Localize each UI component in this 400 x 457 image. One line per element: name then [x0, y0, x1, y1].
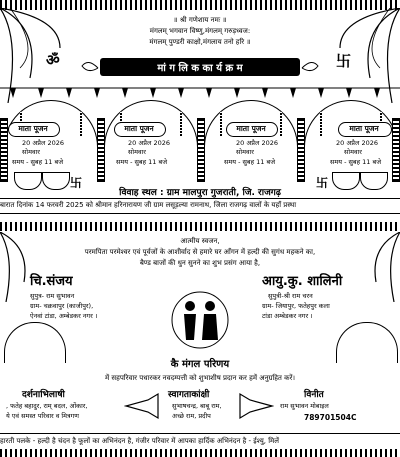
dhol-drum-icon — [360, 172, 388, 190]
procession-ticker: बारात दिनांक 14 फरवरी 2025 को श्रीमान हरिनारायण जी ग्राम लसूड़ल्या रामनाथ, जिला राजगढ़ वालों के यहाँ प्रस्था — [0, 201, 297, 209]
ceremony-time: समय - सुबह 11 बजे — [224, 158, 276, 166]
footer-col-3-line-2: 789701504C — [304, 413, 357, 422]
footer-col-1-title: दर्शनाभिलाषी — [22, 390, 65, 400]
pillar — [97, 118, 105, 182]
footer-col-2-title: स्वागताकांक्षी — [168, 390, 210, 400]
footer-col-3-title: विनीत — [304, 390, 324, 400]
decorative-arch-left — [4, 322, 66, 363]
bride-parent: सुपुत्री-श्री राम चरन — [268, 292, 313, 300]
pillar — [0, 118, 8, 182]
dhol-drum-icon — [14, 172, 42, 190]
invitation-line-1: परमपिता परमेश्वर एवं पूर्वजों के आशीर्वाद से हमारे घर आँगन में हल्दी की सुगंध महकने का, — [84, 248, 316, 256]
blessing-text: में सहपरिवार पधारकर नवदम्पत्ती को शुभाशीष प्रदान कर हमें अनुग्रहित करें। — [104, 374, 296, 382]
ceremony-name: माता पूजन — [349, 124, 379, 133]
greeting-text: आत्मीय स्वजन, — [180, 237, 220, 245]
page-title: मां ग लि क का र्य क्र म — [157, 63, 243, 74]
ceremony-day: सोमवार — [22, 148, 40, 156]
pillar — [297, 118, 305, 182]
shloka-line-1: मंगलम् भगवान विष्णु,मंगलम् गरुड़ध्वज: — [149, 27, 251, 35]
ceremony-name: माता पूजन — [236, 124, 266, 133]
footer-col-3-line-1: राम सुभावन मोबाइल — [280, 402, 329, 410]
trumpet-icon — [124, 392, 160, 420]
ceremony-time: समय - सुबह 11 बजे — [12, 158, 64, 166]
toran-garland — [0, 84, 400, 102]
groom-name: चि.संजय — [30, 274, 73, 289]
tassel — [280, 112, 282, 136]
ceremony-date: 20 अप्रैल 2026 — [128, 139, 171, 147]
groom-parent: सुपुत्र- राम सुभावन — [30, 292, 75, 300]
title-flourish-left — [80, 58, 100, 78]
dhol-drum-icon — [42, 172, 70, 190]
decorative-arch-right — [336, 322, 398, 363]
ceremony-date: 20 अप्रैल 2026 — [336, 139, 379, 147]
invocation-text: ॥ श्री गणेशाय नमः ॥ — [173, 16, 227, 24]
mangal-parinay-heading: कै मंगल परिणय — [170, 359, 230, 370]
tassel — [320, 112, 322, 136]
title-flourish-right — [300, 58, 320, 78]
groom-address-2: ऐनवां टांडा, अम्बेडकर नगर । — [30, 312, 98, 320]
om-icon: ॐ — [46, 51, 60, 69]
bottom-border-band — [0, 449, 400, 457]
swastik-icon: 卐 — [70, 176, 83, 190]
tassel — [180, 112, 182, 136]
ceremony-day: सोमवार — [128, 148, 146, 156]
swastik-icon: 卐 — [316, 176, 329, 190]
ticker-top-rule — [0, 198, 400, 199]
footer-col-1-line-1: , फतेह बहादुर, राम् बदल, ओंकार, — [6, 402, 88, 410]
footer-col-2-line-1: सुभाषचन्द्र, बाबू राम, — [172, 402, 222, 410]
bride-address-2: टांडा अम्बेडकर नगर । — [262, 312, 313, 320]
middle-divider-band — [0, 222, 400, 231]
bride-name: आयु.कु. शालिनी — [262, 274, 343, 289]
pillar — [392, 118, 400, 182]
invitation-line-2: बैण्ड बाजों की धुन सुनने का शुभ प्रसंग आया है, — [139, 259, 261, 267]
ceremony-day: सोमवार — [236, 148, 254, 156]
swastik-icon: 卐 — [336, 52, 352, 70]
pillar — [197, 118, 205, 182]
bottom-ticker: हारती पलके - हल्दी है चंदन है फूलों का अभिनंदन है, गंजीर परिवार में आपका हार्दिक अभिनंदन है - ईश्यु, मिलें — [0, 437, 279, 445]
ceremony-time: समय - सुबह 11 बजे — [116, 158, 168, 166]
footer-col-2-line-2: अच्छे राम, प्रदीप — [172, 412, 211, 420]
ceremony-date: 20 अप्रैल 2026 — [22, 139, 65, 147]
groom-address-1: ग्राम- चक्रवापुर (काजीपुर), — [30, 302, 94, 310]
trumpet-icon — [238, 392, 274, 420]
dhol-drum-icon — [332, 172, 360, 190]
ceremony-name: माता पूजन — [18, 124, 48, 133]
shloka-line-2: मंगलम् पुण्डरी काक्षो,मंगलाय तनो हरि ॥ — [149, 38, 251, 46]
bride-address-1: ग्राम- जियापुर, फतेहपुर कला — [262, 302, 330, 310]
footer-col-1-line-2: ये एवं समस्त परिवार व मित्रगण — [6, 412, 79, 420]
ceremony-time: समय - सुबह 11 बजे — [330, 158, 382, 166]
tassel — [80, 112, 82, 136]
ceremony-day: सोमवार — [344, 148, 362, 156]
ticker-bottom-rule — [0, 213, 400, 214]
ceremony-date: 20 अप्रैल 2026 — [236, 139, 279, 147]
tassel — [220, 112, 222, 136]
ceremony-name: माता पूजन — [124, 124, 154, 133]
bride-groom-illustration — [170, 290, 230, 350]
venue-text: विवाह स्थल : ग्राम मालपुरा गुजराती, जि. राजगढ़ — [119, 188, 281, 198]
bottom-ticker-rule — [0, 433, 400, 434]
